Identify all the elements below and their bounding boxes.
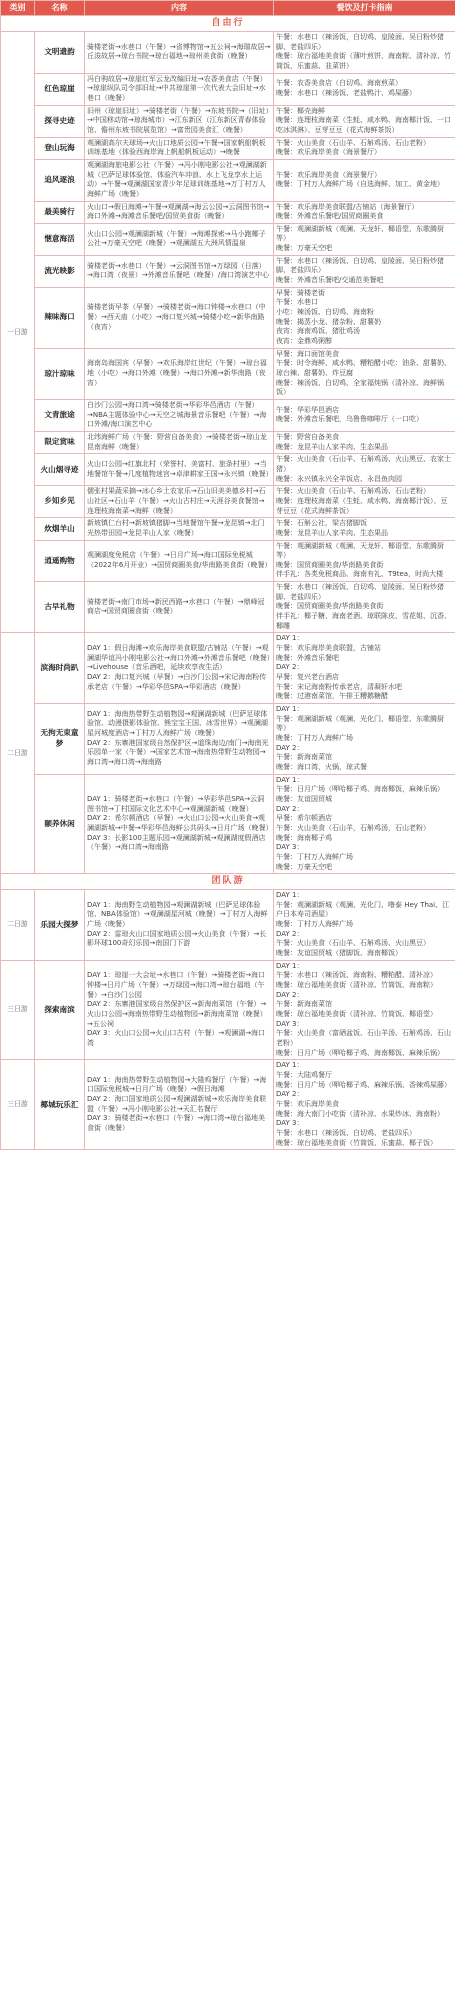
food-guide [274, 255, 455, 287]
route-content [85, 287, 274, 348]
route-content [85, 159, 274, 201]
food-guide-line: 晚餐：水巷口（辣汤饭、老盐鸭汁、鸡屎藤） [276, 89, 416, 98]
table-body [1, 16, 455, 1150]
route-content [85, 890, 274, 961]
route-content-line: DAY 2：海口复兴城（早餐）→白沙门公园→宋记海南粉传承老店（午餐）→华彩华邑SPA→华彩酒店（晚餐） [87, 673, 267, 691]
food-guide-line: 午餐：观澜湖新城（观澜、光化门、椰语堂、东歌腾厨等） [276, 714, 444, 733]
food-guide [274, 287, 455, 348]
food-guide-line: 早餐：希尔顿酒店 [276, 814, 332, 823]
food-guide [274, 32, 455, 74]
route-content [85, 399, 274, 431]
route-content-line: DAY 1：骑楼老街→水巷口（午餐）→华彩华邑SPA→云洞图书馆→丁村国际文化艺术中心→观澜湖新城（晚餐） [87, 794, 265, 813]
route-content-line: 白沙门公园→海口湾→骑楼老街→华彩华邑酒店（午餐）→NBA主题体验中心→天空之城海景音乐餐吧（午餐）→海口外滩/海口演艺中心 [87, 400, 267, 429]
route-content-line: 北纬海鲜广场（午餐：野营自备美食）→骑楼老街→琼山龙昆南海鲜（晚餐） [87, 432, 267, 451]
food-guide-line: 午餐：大陆鸡餐厅 [276, 1070, 332, 1079]
food-guide-line: 午餐：华彩华邑酒店 [276, 405, 339, 414]
route-content-line: 儒张村果蔬采摘→冰心乡土农家乐→石山旧美美德乡村→石山社区→石山羊（午餐）→火山古村庄→天涯谷美食餐馆→连理枝海南菜→海鲜（晚餐） [87, 487, 266, 515]
food-guide-line: 晚餐：永兴镇永兴全羊饭店、永昌鱼肉园 [276, 474, 402, 483]
food-guide-line: 晚餐：丁村万人海鲜广场 [276, 920, 353, 929]
food-guide-line: 早餐：海口面馆美食 [276, 349, 339, 358]
food-guide-line: 晚餐：外滩音乐餐吧/交通范美餐吧 [276, 276, 384, 285]
food-guide [274, 486, 455, 518]
route-content-line: 观澜湖高尔夫球场→火山口地质公园→午餐→国家帆船帆板训练基地（体验西海岸海上帆船帆板运动）→晚餐 [87, 138, 266, 157]
route-content [85, 73, 274, 105]
route-content [85, 633, 274, 704]
route-content [85, 431, 274, 453]
food-guide-line: 午餐：欢乐海岸美食 [276, 1099, 339, 1108]
route-name: 无拘无束童梦 [35, 704, 85, 775]
food-guide-line: 晚餐：琼台福地美食街（竹筒饭、乐蜜蒜、椰子饭） [276, 1138, 437, 1147]
section-title: 团队游 [1, 874, 455, 890]
food-guide-line: 晚餐：外滩音乐餐吧 [276, 653, 339, 662]
food-guide-line: 午餐：火山美食（石山羊、石斛鸡汤、石山老粉） [276, 487, 430, 496]
food-guide-line: 晚餐：龙昆羊山人家羊肉、生态果品 [276, 528, 388, 537]
table-row [1, 201, 455, 223]
food-guide-line: DAY 2： [276, 663, 304, 672]
route-name: 颐养休闲 [35, 774, 85, 874]
food-guide-line: 午餐：野营自备美食 [276, 432, 339, 441]
food-guide-line: 午餐：水巷口（辣汤饭，白切鸡、皇陵面、吴日粉炒猪脚、老盐四乐） [276, 33, 444, 51]
food-guide [274, 399, 455, 431]
route-content [85, 582, 274, 633]
route-content [85, 348, 274, 399]
food-guide-line: 晚餐：海口湾，火锅，琼式餐 [276, 762, 367, 771]
route-name: 红色琼崖 [35, 73, 85, 105]
food-guide [274, 431, 455, 453]
food-guide-line: 晚餐：辣汤饭、白切鸡、全家福炖锅（清补凉、海鲜锅饭） [276, 378, 444, 397]
table-row [1, 431, 455, 453]
route-content-line: DAY 2：希尔顿酒店（早餐）→火山口公园→火山美食→观澜湖新城→中餐→华彩华邑海鲜公共码头→日月广场（晚餐） [87, 814, 273, 832]
category-cell: 一日游 [1, 32, 35, 633]
food-guide-line: 午餐：火山美食（石山羊、石斛鸡汤、火山黑豆） [276, 939, 430, 948]
route-name: 文明遗韵 [35, 32, 85, 74]
section-row [1, 874, 455, 890]
food-guide-line: 晚餐：海南椰子鸡 [276, 833, 332, 842]
table-row [1, 540, 455, 582]
food-guide-line: 午餐：石斛公社，梁吉猪脚饭 [276, 519, 367, 528]
food-guide-line: 午餐：水巷口（辣汤饭、白切鸡、皇陵面、吴日粉炒猪脚、老盐四乐） [276, 256, 444, 275]
route-name: 登山玩海 [35, 137, 85, 159]
route-content-line: DAY 2：雷琼火山口国家地质公园→火山美食（午餐）→长影环球100奇幻乐园→南国门下游 [87, 929, 267, 948]
route-content-line: 观澜湖度免税店（午餐）→日月广场→海口国际免税城（2022年6月开业）→国贸商圈美食/华南路美食街（晚餐） [87, 551, 272, 569]
food-guide-line: 午餐：宋记海南粉传承老店，清凝轩水吧 [276, 682, 402, 691]
food-guide-line: 小吃：辣汤饭、白切鸡、海南粉 [276, 308, 374, 317]
food-guide-line: 午餐：时令海鲜、咸水鸭、糟粕醋小吃：油条、甜薯奶、琼台辣、甜薯奶、炸豆腐 [276, 359, 451, 377]
food-guide-line: 晚餐：外滩音乐餐吧，乌鲁鲁咖啡厅（一口吃） [276, 415, 423, 424]
header-row [1, 1, 455, 16]
food-guide-line: 晚餐：连理枝海南菜（生蚝、咸水鸭、海南椰汁饭）、豆芽豆豆（花式海鲜茶饭） [276, 496, 448, 515]
route-content-line: DAY 1：海南热带野生动植物园→观澜湖新城（巴萨足球体验馆、动漫摄影体验馆、熊宝宝王国、冰雪世界）→观澜湖星河城度酒店→丁村万人海鲜广场（晚餐） [87, 709, 268, 738]
food-guide-line: 午餐：欢乐海岸美食联盟/古铺站（海景餐厅） [276, 202, 419, 211]
route-content-line: 骑楼老街早茶（早餐）→骑楼老街→海口钟楼→水巷口（中餐）→西天庙（小吃）→海口复兴城→骑楼小吃→新华南路（夜宵） [87, 303, 266, 331]
route-content-line: 观澜湖海旅电影公社（午餐）→冯小刚电影公社→观澜湖新城（巴萨足球体验馆、体验汽车冲浪、水上飞龙享水上运动）→午餐→观澜湖国家青少年足球训练基地→万丁村万人海鲜广场（晚餐） [87, 160, 267, 198]
food-guide-line: DAY 1： [276, 891, 304, 900]
route-content-line: DAY 3：长影100主题乐园→观澜湖新城→观澜湖度假酒店（午餐）→海口湾→海南路 [87, 833, 266, 852]
food-guide-line: DAY 1： [276, 634, 304, 643]
food-guide-line: 晚餐：外滩音乐餐吧/国贸商圈美食 [276, 212, 384, 221]
food-guide-line: 晚餐：琼台福地美食街（薄叶煎饼、海南粽、清补凉、竹筒饭、乐蜜蒜、韭菜饼） [276, 52, 451, 70]
route-content [85, 1060, 274, 1150]
table-row [1, 137, 455, 159]
food-guide-line: 午餐：新海南菜馆 [276, 1000, 332, 1009]
route-name: 辣味海口 [35, 287, 85, 348]
route-content-line: 新坡镇仁台村→新坡镇猪脚→当地餐馆午餐→龙昆镇→北门光热带田园→龙昆羊山人家（晚餐） [87, 519, 265, 537]
category-cell: 二日游 [1, 633, 35, 874]
food-guide-line: 晚餐：万豪天空吧 [276, 244, 332, 253]
header-type: 类别 [1, 1, 35, 16]
food-guide-line: 晚餐：国贸商圈美食/华南路美食街 [276, 602, 384, 611]
food-guide-line: DAY 2： [276, 743, 304, 752]
table-row [1, 105, 455, 137]
food-guide-line: 午餐：欢乐海岸美食（海景餐厅） [276, 170, 381, 179]
route-name: 文青旅途 [35, 399, 85, 431]
food-guide-line: 晚餐：连理枝海南菜（生蚝、咸水鸭、海南椰汁饭、一口吃冰淇淋）、豆芽豆豆（花式海鲜茶饭） [276, 116, 451, 134]
header-name: 名称 [35, 1, 85, 16]
route-content-line: DAY 2：东寨港国家级自然保护区→新海南菜馆（午餐）→火山口公园→海南热带野生动植物园→新海南菜馆（晚餐）→五公祠 [87, 1000, 267, 1028]
food-guide [274, 454, 455, 486]
route-content [85, 223, 274, 255]
food-guide-line: 伴手礼：椰子糖、海南老酒、琼联陈皮、雪花姐、沉香、椰雕 [276, 612, 451, 630]
route-content-line: 骑楼老街→水巷口（午餐）→省博物馆→五公祠→海瑞故居→丘浚故居→琼台书院→琼台福地→琼州美食街（晚餐） [87, 42, 271, 61]
route-name: 探索南滨 [35, 960, 85, 1060]
route-content-line: 骑楼老街→南门市场→新民西路→水巷口（午餐）→鼎峰冠商店→国贸商圈食街（晚餐） [87, 597, 265, 616]
route-content [85, 486, 274, 518]
food-guide [274, 704, 455, 775]
food-guide-line: 午餐：农香美食店（白切鸡、海南煎菜） [276, 79, 402, 88]
route-content-line: DAY 1：琼崖一大会址→水巷口（午餐）→骑楼老街→海口钟楼→日月广场（午餐）→万绿园→海口湾→琼台福地（午餐）→白沙门公园 [87, 971, 266, 999]
route-content-line: DAY 1：假日海滩→欢乐海岸美食联盟/古铺站（午餐）→观澜湖华谊冯小刚电影公社→海口外滩→外滩音乐餐吧（晚餐）→Livehouse（音乐酒吧，延续欢享夜生活） [87, 644, 271, 672]
food-guide-line: 晚餐：友谊国贸城（猪脚饭、海南椰饭） [276, 949, 402, 958]
route-content [85, 454, 274, 486]
table-row [1, 960, 455, 1060]
route-name: 追风逐浪 [35, 159, 85, 201]
food-guide-line: DAY 2： [276, 990, 304, 999]
route-content-line: 火山口→假日海滩→午餐→观澜湖→海云公园→云洞图书馆→海口外滩→海滩音乐餐吧/国贸美食街（晚餐） [87, 202, 270, 221]
food-guide-line: 午餐：观澜湖新城（观澜、天龙轩、椰语堂、东歌腾厨等） [276, 541, 444, 560]
food-guide-line: 午餐：火山美食（石山羊，石斛鸡汤，石山老粉） [276, 823, 430, 832]
food-guide-line: 伴手礼：各类免税商品、海南有礼、T9tea，时尚大楼 [276, 570, 444, 579]
route-name: 最美骑行 [35, 201, 85, 223]
food-guide-line: 晚餐：欢乐海岸美食（海景餐厅） [276, 148, 381, 157]
route-name: 火山烟寻迹 [35, 454, 85, 486]
table-row [1, 704, 455, 775]
table-row [1, 582, 455, 633]
food-guide-line: 午餐：日月广场（呷哈椰子鸡，海南椰饭，麻辣乐锅） [276, 785, 444, 794]
food-guide [274, 223, 455, 255]
food-guide [274, 518, 455, 540]
route-content [85, 137, 274, 159]
route-content [85, 255, 274, 287]
route-content [85, 32, 274, 74]
route-name: 惬意海活 [35, 223, 85, 255]
route-content [85, 105, 274, 137]
food-guide [274, 201, 455, 223]
route-content-line: DAY 3：火山口公园→火山口古村（午餐）→观澜湖→海口湾 [87, 1029, 266, 1047]
food-guide-line: 早餐：骑楼老街 [276, 288, 325, 297]
food-guide-line: DAY 2： [276, 929, 304, 938]
food-guide-line: 晚餐：万豪天空吧 [276, 862, 332, 871]
food-guide-line: 午餐：水巷口（辣汤饭、白切鸡、皇陵面、吴日粉炒猪脚、老盐四乐） [276, 583, 444, 601]
route-content-line: DAY 2：东寨港国家级自然保护区→道珠海边/南门→海南光乐园单一家（午餐）→国家艺术馆→海南热带野生动物园→海口湾→海口湾→海南路 [87, 738, 269, 767]
food-guide-line: 午餐：观澜湖新城（观澜、天龙轩、椰语堂、东歌腾厨等） [276, 224, 444, 243]
route-content-line: 火山口公园→红旗北村（荣誉村、美富村、旅条村里）→当地餐馆午餐→几度植物迷宫→卓津耕家王国→永兴镇（晚餐） [87, 460, 273, 478]
section-row [1, 16, 455, 32]
food-guide-line: DAY 3： [276, 1019, 304, 1028]
food-guide-line: 晚餐：丁村万人海鲜广场 [276, 733, 353, 742]
route-name: 滨海时尚趴 [35, 633, 85, 704]
route-content-line: 骑楼老街→水巷口（午餐）→云洞图书馆→万绿园（日落）→海口湾（夜景）→外滩音乐餐吧（晚餐）/海口湾演艺中心 [87, 261, 270, 280]
route-content-line: 火山口公园→观澜湖新城（午餐）→海滩探索→马小跑椰子公社→万豪天空吧（晚餐）→观澜湖五大洲风情温泉 [87, 229, 266, 248]
food-guide [274, 105, 455, 137]
table-row [1, 454, 455, 486]
food-guide [274, 960, 455, 1060]
route-content-line: 冯白驹故居→琼崖红军云龙改编旧址→农香美食店（午餐）→琼崖纵队司令部旧址→中共琼崖第一次代表大会旧址→水巷口（晚餐） [87, 74, 267, 102]
table-row [1, 348, 455, 399]
route-content [85, 201, 274, 223]
food-guide [274, 348, 455, 399]
table-row [1, 518, 455, 540]
route-content-line: 海南岛海国宾（早餐）→欢乐海岸红世纪（午餐）→琼台福地（小吃）→海口外滩（晚餐）→海口外滩→新华南路（夜宵） [87, 359, 267, 387]
food-guide [274, 73, 455, 105]
route-name: 炊烟羊山 [35, 518, 85, 540]
header-food: 餐饮及打卡指南 [274, 1, 455, 16]
table-row [1, 159, 455, 201]
food-guide [274, 633, 455, 704]
food-guide-line: 午餐：水巷口（辣汤饭、海南粉、糟粕醋、清补凉） [276, 971, 437, 980]
route-content [85, 540, 274, 582]
food-guide [274, 890, 455, 961]
food-guide [274, 774, 455, 874]
route-name: 乐园大探梦 [35, 890, 85, 961]
food-guide-line: 晚餐：过港南菜馆，午排王糟鹅糖醋 [276, 692, 388, 701]
food-guide-line: 晚餐：琼台福地美食街（清补凉、竹筒饭、椰语堂） [276, 1010, 437, 1019]
table-row [1, 32, 455, 74]
food-guide-line: 夜宵：海南鸡饭、猪肚鸡汤 [276, 327, 360, 336]
food-guide [274, 540, 455, 582]
route-content-line: 旧州（琼崖旧址）→骑楼老街（午餐）→东坡书院→（旧址）→中国移动馆→琼海城市）→江东新区（江东新区青春体验馆、儋州东坡书院展览馆）→富贵园美食汇（晚餐） [87, 106, 270, 134]
route-content [85, 774, 274, 874]
food-guide-line: 午餐：观澜湖新城（观澜、光化门、噜泰 Hey Thai、江户日本寿司酒屋） [276, 900, 450, 919]
route-content [85, 960, 274, 1060]
food-guide-line: 午餐：椰壳海鲜 [276, 106, 325, 115]
food-guide-line: DAY 1： [276, 705, 304, 713]
food-guide-line: 晚餐：揭蒸小龙、猪杂粉、甜薯奶 [276, 317, 381, 326]
route-content-line: DAY 1：海南野生动植物园→观澜湖新城（巴萨足球体验馆、NBA体验馆）→观澜湖星河城（晚餐）→丁村万人海鲜广场（晚餐） [87, 900, 268, 929]
food-guide-line: DAY 1： [276, 961, 304, 970]
route-content-line: DAY 1：海南热带野生动植物园→大隆鸡餐厅（午餐）→海口国际免税城→日月广场（晚餐）→假日海滩 [87, 1075, 267, 1094]
food-guide-line: DAY 2： [276, 804, 304, 813]
food-guide-line: 晚餐：日月广场（呷哈椰子鸡、海南椰饭、麻辣乐锅） [276, 1048, 444, 1057]
food-guide-line: 夜宵：金鼎鸡粥醇 [276, 337, 332, 346]
route-name: 椰城玩乐汇 [35, 1060, 85, 1150]
food-guide-line: 晚餐：日月广场（呷哈椰子鸡、麻辣乐锅、香辣鸡屎藤） [276, 1080, 451, 1089]
section-title: 自由行 [1, 16, 455, 32]
food-guide-line: 早餐：复兴老台酒店 [276, 673, 339, 682]
food-guide [274, 137, 455, 159]
table-row [1, 1060, 455, 1150]
food-guide-line: 午餐：火山美食（富硒盆饭、石山羊汤、石斛鸡汤、石山老粉） [276, 1029, 451, 1047]
food-guide-line: 晚餐：琼台福地美食街（清补凉、竹筒饭、海南粽） [276, 981, 437, 990]
table-row [1, 73, 455, 105]
food-guide-line: 晚餐：龙昆羊山人家羊肉、生态果品 [276, 442, 388, 451]
category-cell: 三日游 [1, 1060, 35, 1150]
food-guide-line: 午餐：新海南菜馆 [276, 753, 332, 762]
table-row [1, 287, 455, 348]
food-guide-line: DAY 2： [276, 1090, 304, 1099]
food-guide-line: 晚餐：友谊国贸城 [276, 794, 332, 803]
route-name: 琼汁琼味 [35, 348, 85, 399]
table-row [1, 774, 455, 874]
route-content [85, 704, 274, 775]
table-row [1, 890, 455, 961]
table-row [1, 255, 455, 287]
route-name: 古早礼物 [35, 582, 85, 633]
food-guide-line: DAY 1： [276, 1061, 304, 1070]
table-row [1, 223, 455, 255]
food-guide [274, 582, 455, 633]
food-guide-line: DAY 1： [276, 775, 304, 784]
food-guide-line: 午餐：欢乐海岸美食联盟，古铺站 [276, 644, 381, 653]
food-guide [274, 159, 455, 201]
food-guide-line: DAY 3： [276, 843, 304, 852]
route-content [85, 518, 274, 540]
category-cell: 三日游 [1, 960, 35, 1060]
food-guide-line: 午餐：火山美食（石山羊、石斛鸡汤、石山老粉） [276, 138, 430, 147]
food-guide-line: 午餐：水巷口 [276, 298, 318, 307]
route-content-line: DAY 3：骑楼老街→水巷口（午餐）→海口湾→琼台福地美食街（晚餐） [87, 1114, 266, 1133]
food-guide-line: 晚餐：丁村万人海鲜广场（自选海鲜、加工、黄金地） [276, 180, 444, 189]
food-guide-line: 晚餐：海大南门小吃街（清补凉、水果炒冰、海南粉） [276, 1109, 444, 1118]
category-cell: 二日游 [1, 890, 35, 961]
route-name: 乡知乡见 [35, 486, 85, 518]
route-content-line: DAY 2：海口国家地质公园→观澜湖新城→欢乐海岸美食联盟（午餐）→冯小刚电影公社→天汇名餐厅 [87, 1095, 267, 1113]
food-guide-line: 午餐：火山美食（石山羊、石斛鸡汤、火山黑豆、农家土猪） [276, 455, 451, 473]
food-guide-line: 午餐：水巷口（辣汤饭、白切鸡、老盐四乐） [276, 1128, 416, 1137]
header-content: 内容 [85, 1, 274, 16]
table-row [1, 633, 455, 704]
route-name: 流光映影 [35, 255, 85, 287]
food-guide-line: DAY 3： [276, 1119, 304, 1128]
food-guide-line: 晚餐：国贸商圈美食/华南路美食街 [276, 560, 384, 569]
route-name: 逍遥购物 [35, 540, 85, 582]
food-guide-line: 午餐：丁村万人海鲜广场 [276, 852, 353, 861]
food-guide [274, 1060, 455, 1150]
route-name: 探寻史迹 [35, 105, 85, 137]
table-row [1, 399, 455, 431]
route-name: 限定赏味 [35, 431, 85, 453]
table-row [1, 486, 455, 518]
